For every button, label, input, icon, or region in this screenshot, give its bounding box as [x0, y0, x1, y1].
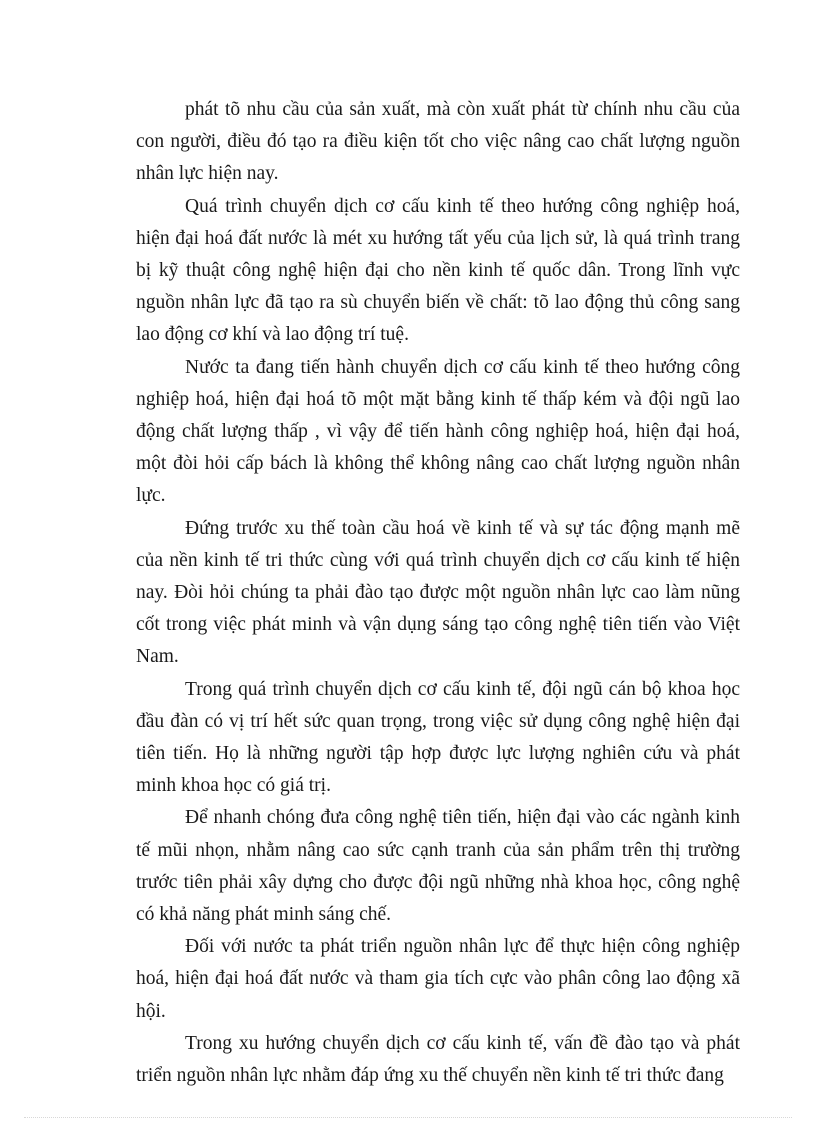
paragraph-6: Để nhanh chóng đưa công nghệ tiên tiến, hiện đại vào các ngành kinh tế mũi nhọn, nhằm nâng cao sức cạnh tranh của sản phẩm trên thị trường trước tiên phải xây dựng cho được đội ngũ những nhà khoa học, công nghệ có khả năng phát minh sáng chế.	[136, 807, 740, 926]
paragraph-8: Trong xu hướng chuyển dịch cơ cấu kinh tế, vấn đề đào tạo và phát triển nguồn nhân lực nhằm đáp ứng xu thế chuyển nền kinh tế tri thức đang	[136, 1032, 740, 1087]
paragraph-5: Trong quá trình chuyển dịch cơ cấu kinh tế, đội ngũ cán bộ khoa học đầu đàn có vị trí hết sức quan trọng, trong việc sử dụng công nghệ hiện đại tiên tiến. Họ là những người tập hợp được lực lượng nghiên cứu và phát minh khoa học có giá trị.	[136, 678, 740, 797]
paragraph-1: phát tõ nhu cầu của sản xuất, mà còn xuất phát từ chính nhu cầu của con người, điều đó tạo ra điều kiện tốt cho việc nâng cao chất lượng nguồn nhân lực hiện nay.	[136, 99, 740, 185]
paragraph-2: Quá trình chuyển dịch cơ cấu kinh tế theo hướng công nghiệp hoá, hiện đại hoá đất nước là mét xu hướng tất yếu của lịch sử, là quá trình trang bị kỹ thuật công nghệ hiện đại cho nền kinh tế quốc dân. Trong lĩnh vực nguồn nhân lực đã tạo ra sù chuyển biến về chất: tõ lao động thủ công sang lao động cơ khí và lao động trí tuệ.	[136, 195, 740, 346]
page-bottom-divider	[24, 1117, 792, 1118]
body-text	[136, 94, 740, 1092]
paragraph-7: Đối với nước ta phát triển nguồn nhân lực để thực hiện công nghiệp hoá, hiện đại hoá đất nước và tham gia tích cực vào phân công lao động xã hội.	[136, 936, 740, 1022]
paragraph-4: Đứng trước xu thế toàn cầu hoá về kinh tế và sự tác động mạnh mẽ của nền kinh tế tri thức cùng với quá trình chuyển dịch cơ cấu kinh tế hiện nay. Đòi hỏi chúng ta phải đào tạo được một nguồn nhân lực cao làm nũng cốt trong việc phát minh và vận dụng sáng tạo công nghệ tiên tiến vào Việt Nam.	[136, 517, 740, 668]
paragraph-3: Nước ta đang tiến hành chuyển dịch cơ cấu kinh tế theo hướng công nghiệp hoá, hiện đại hoá tõ một mặt bằng kinh tế thấp kém và đội ngũ lao động chất lượng thấp , vì vậy để tiến hành công nghiệp hoá, hiện đại hoá, một đòi hỏi cấp bách là không thể không nâng cao chất lượng nguồn nhân lực.	[136, 356, 740, 507]
